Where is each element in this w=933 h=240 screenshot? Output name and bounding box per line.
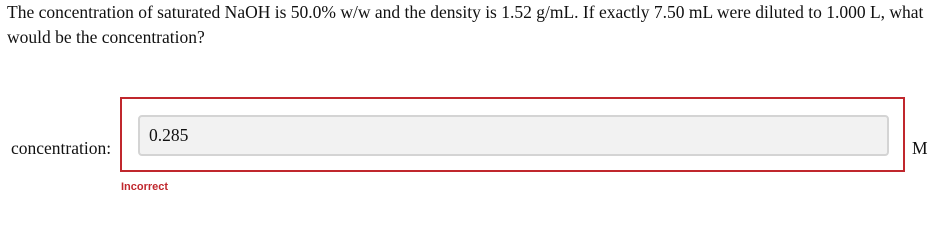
question-text: The concentration of saturated NaOH is 50.0% w/w and the density is 1.52 g/mL. If exactly 7.50 mL were diluted to 1.000 L, what would be the concentration? bbox=[7, 2, 924, 47]
concentration-input[interactable] bbox=[138, 115, 889, 156]
unit-label: M bbox=[912, 138, 928, 158]
answer-box-incorrect bbox=[120, 97, 905, 172]
incorrect-feedback: Incorrect bbox=[121, 181, 169, 193]
answer-label: concentration: bbox=[11, 138, 112, 158]
